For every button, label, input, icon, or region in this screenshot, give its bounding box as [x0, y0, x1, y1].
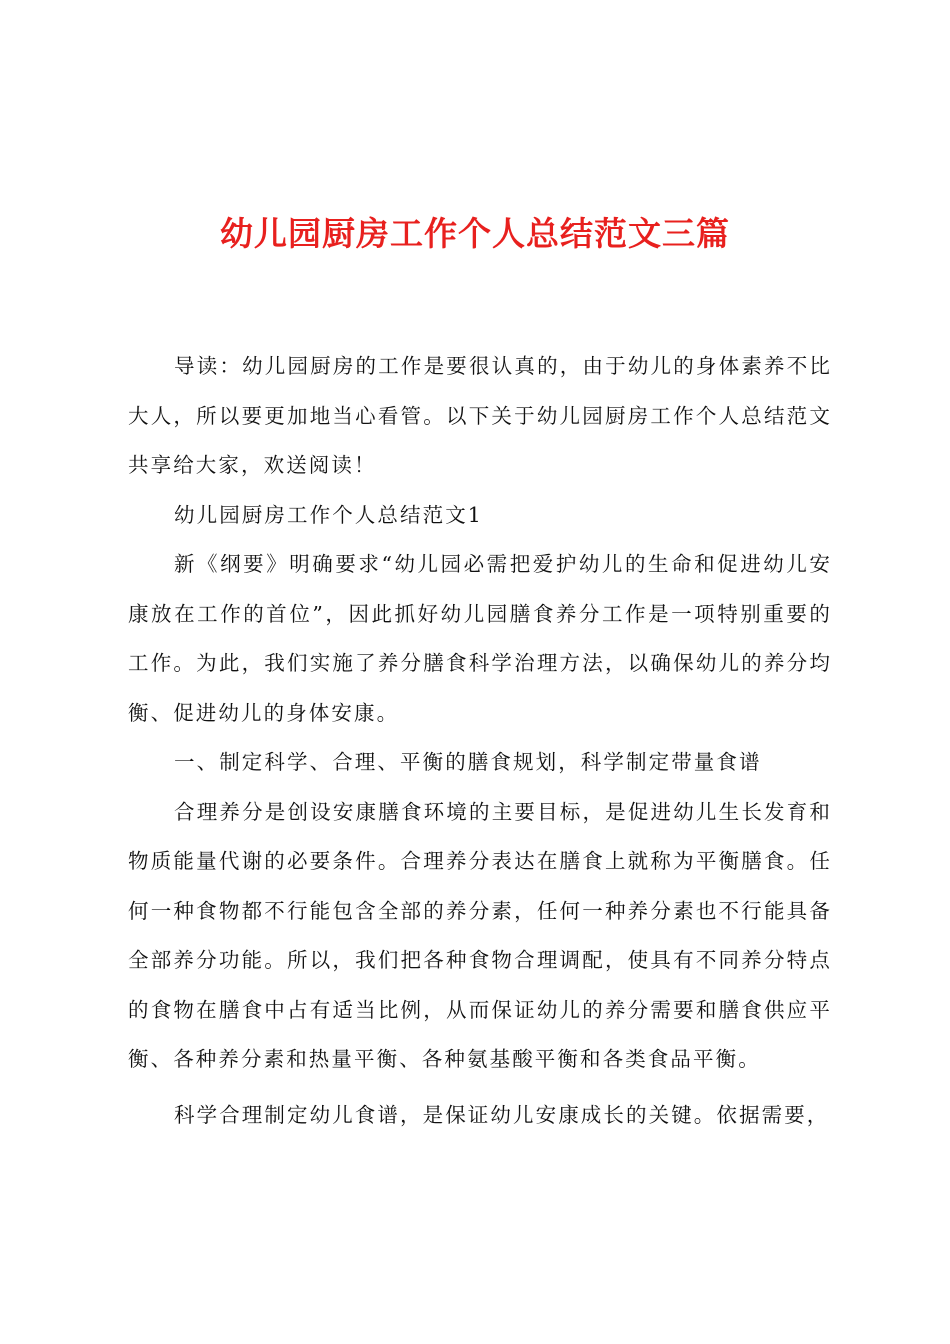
intro-paragraph: 导读：幼儿园厨房的工作是要很认真的，由于幼儿的身体素养不比大人，所以要更加地当心看管。以下关于幼儿园厨房工作个人总结范文共享给大家，欢送阅读！	[128, 354, 832, 477]
document-body	[128, 342, 832, 1140]
body-paragraph: 新《纲要》明确要求“幼儿园必需把爱护幼儿的生命和促进幼儿安康放在工作的首位”，因此抓好幼儿园膳食养分工作是一项特别重要的工作。为此，我们实施了养分膳食科学治理方法，以确保幼儿的养分均衡、促进幼儿的身体安康。	[128, 552, 832, 725]
subsection-heading: 一、制定科学、合理、平衡的膳食规划，科学制定带量食谱	[174, 750, 762, 774]
section-heading: 幼儿园厨房工作个人总结范文1	[174, 502, 483, 527]
body-paragraph: 合理养分是创设安康膳食环境的主要目标，是促进幼儿生长发育和物质能量代谢的必要条件。合理养分表达在膳食上就称为平衡膳食。任何一种食物都不行能包含全部的养分素，任何一种养分素也不行能具备全部养分功能。所以，我们把各种食物合理调配，使具有不同养分特点的食物在膳食中占有适当比例，从而保证幼儿的养分需要和膳食供应平衡、各种养分素和热量平衡、各种氨基酸平衡和各类食品平衡。	[128, 799, 832, 1071]
body-paragraph: 科学合理制定幼儿食谱，是保证幼儿安康成长的关键。依据需要，	[174, 1102, 830, 1127]
document-title: 幼儿园厨房工作个人总结范文三篇	[220, 214, 730, 253]
